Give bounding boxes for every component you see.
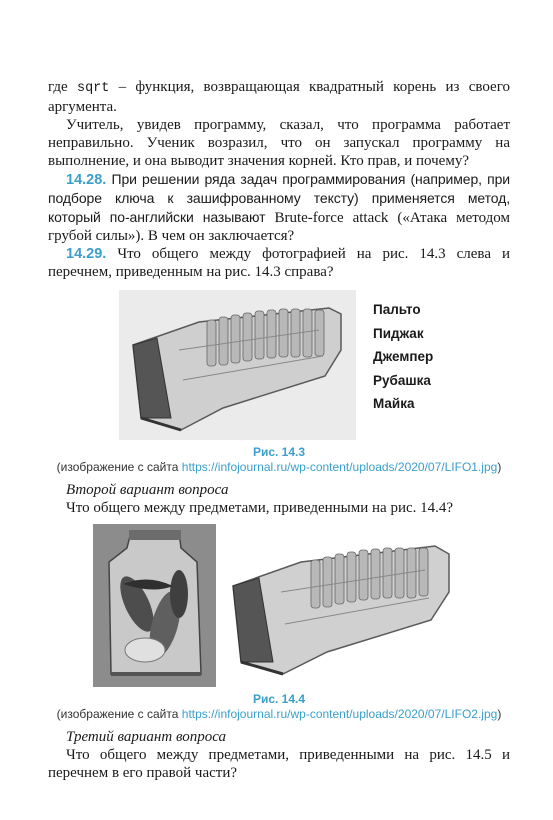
figure-14-4 (48, 524, 510, 687)
figure-source (28, 460, 530, 475)
magazine-photo (219, 524, 464, 687)
code-sqrt: sqrt (76, 81, 110, 96)
variant-3-text: Что общего между предметами, приведенными на рис. 14.5 и перечнем в его правой части? (48, 747, 510, 781)
variant-2-text: Что общего между предметами, приведенными на рис. 14.4? (66, 500, 454, 516)
task-text: Что общего между фотографией на рис. 14.3 слева и перечнем, приведенным на рис. 14.3 справа? (48, 246, 510, 280)
task-14-28 (48, 170, 510, 245)
paragraph-sqrt (48, 78, 510, 116)
list-item: Пиджак (373, 325, 424, 341)
paragraph-teacher: Учитель, увидев программу, сказал, что программа работает неправильно. Ученик возразил, что он запускал программу на выполнение, и она выводит значения корней. Кто прав, и почему? (48, 117, 510, 169)
cartridge-magazine-image (119, 290, 356, 440)
text-fragment: – функция, возвращающая квадратный корень из своего аргумента. (48, 79, 510, 115)
source-prefix: (изображение с сайта (56, 707, 182, 721)
term-brute-force: Brute-force attack (274, 210, 389, 226)
variant-2-title: Второй вариант вопроса (66, 482, 229, 498)
cartridge-magazine-image (219, 524, 464, 687)
page-content (48, 78, 510, 782)
source-link[interactable]: https://infojournal.ru/wp-content/uploads/2020/07/LIFO1.jpg (181, 460, 498, 474)
source-prefix: (изображение с сайта (56, 460, 182, 474)
source-suffix: ) (497, 707, 502, 721)
list-item: Рубашка (373, 372, 431, 388)
pickle-jar-image (93, 524, 216, 687)
text-fragment: где (48, 79, 77, 95)
figure-source (28, 707, 530, 722)
magazine-photo (119, 290, 356, 440)
list-item: Майка (373, 396, 415, 411)
task-text: («Атака методом грубой силы»). В чем он заключается? (48, 210, 511, 244)
task-number: 14.29. (66, 246, 107, 262)
list-item: Пальто (373, 302, 421, 317)
clothing-list (373, 298, 433, 416)
variant-3-title: Третий вариант вопроса (66, 729, 227, 745)
figure-caption: Рис. 14.4 (252, 692, 306, 706)
source-link[interactable]: https://infojournal.ru/wp-content/uploads/2020/07/LIFO2.jpg (181, 707, 498, 721)
list-item: Джемпер (373, 349, 434, 364)
source-suffix: ) (497, 460, 502, 474)
figure-caption: Рис. 14.3 (252, 445, 306, 459)
jar-photo (93, 524, 216, 687)
task-14-29 (48, 245, 510, 281)
task-text: При решении ряда задач программирования (например, при подборе ключа к зашифрованному тексту) применяется метод, который по-английски называют (48, 171, 510, 225)
task-number: 14.28. (66, 172, 107, 188)
figure-14-3 (48, 290, 510, 440)
